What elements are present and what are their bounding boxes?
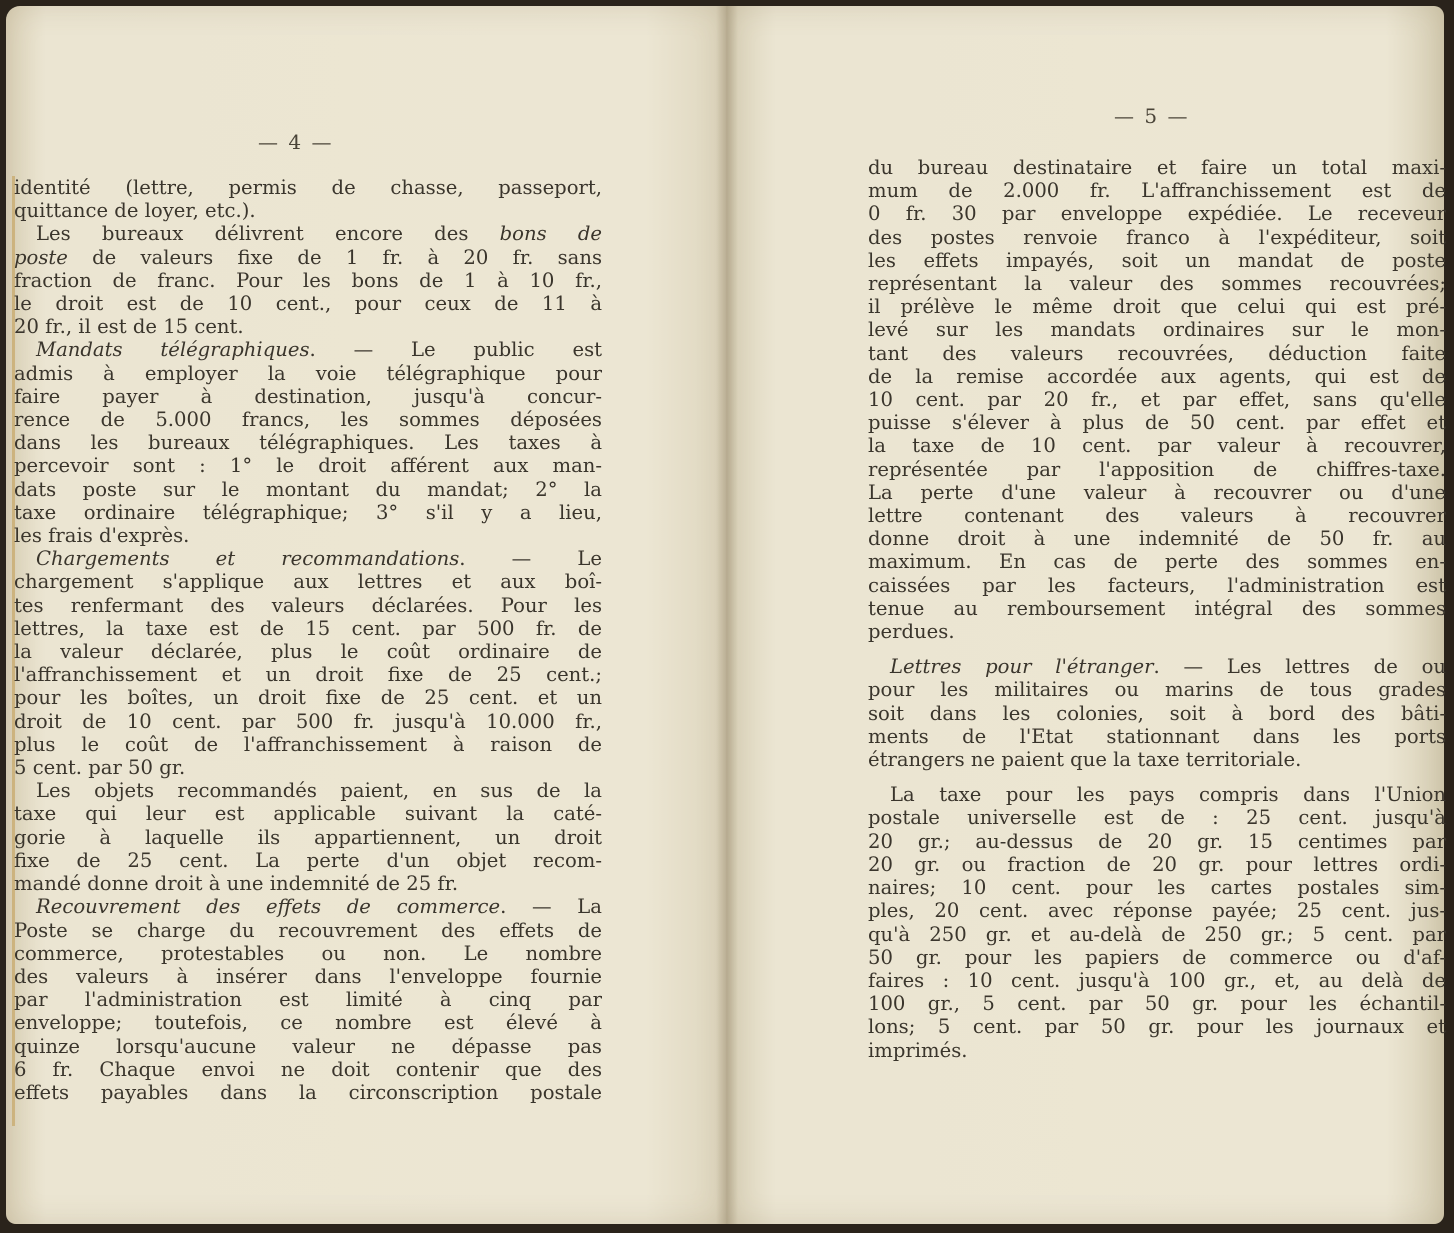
text-line xyxy=(14,802,602,825)
line-text: 50 gr. pour les papiers de commerce ou d'af- xyxy=(868,945,1446,969)
line-text: percevoir sont : 1° le droit afférent aux man- xyxy=(14,454,602,478)
text-line xyxy=(14,1081,602,1104)
book-gutter xyxy=(716,6,738,1224)
text-line xyxy=(868,458,1446,481)
line-text: ments de l'Etat stationnant dans les ports xyxy=(868,724,1446,748)
text-line xyxy=(14,617,602,640)
line-text: il prélève le même droit que celui qui est pré- xyxy=(868,295,1446,319)
text-line xyxy=(14,222,602,245)
line-text: Poste se charge du recouvrement des effets de xyxy=(14,918,602,942)
text-line xyxy=(868,249,1446,272)
line-text: 20 gr.; au-dessus de 20 gr. 15 centimes par xyxy=(868,829,1446,853)
line-text: identité (lettre, permis de chasse, passeport, xyxy=(14,176,602,199)
line-text: ples, 20 cent. avec réponse payée; 25 cent. jus- xyxy=(868,899,1446,923)
line-text: représentant la valeur des sommes recouvrées; xyxy=(868,272,1446,296)
line-text: les effets impayés, soit un mandat de poste xyxy=(868,248,1446,272)
text-line xyxy=(14,547,602,570)
line-text: faire payer à destination, jusqu'à concur- xyxy=(14,384,602,408)
text-line xyxy=(868,678,1446,701)
text-line xyxy=(14,501,602,524)
italic-heading: bons de xyxy=(499,222,602,246)
line-text: le droit est de 10 cent., pour ceux de 11 à xyxy=(14,292,602,316)
line-text: gorie à laquelle ils appartiennent, un droit xyxy=(14,825,602,849)
line-text: Les objets recommandés paient, en sus de la xyxy=(36,779,602,803)
text-line xyxy=(868,830,1446,853)
line-text: des valeurs à insérer dans l'enveloppe fournie xyxy=(14,964,602,988)
line-text: . — Le public est xyxy=(309,338,602,362)
text-line xyxy=(14,779,602,802)
italic-heading: Lettres pour l'étranger xyxy=(890,655,1154,679)
line-text: taxe qui leur est applicable suivant la caté- xyxy=(14,802,602,826)
text-line xyxy=(868,411,1446,434)
line-text: représentée par l'apposition de chiffres-taxe. xyxy=(868,457,1446,481)
text-line xyxy=(14,594,602,617)
text-line xyxy=(868,923,1446,946)
line-text: pour les militaires ou marins de tous grades xyxy=(868,678,1446,702)
text-line xyxy=(14,570,602,593)
left-page-text xyxy=(14,176,602,1104)
text-line xyxy=(14,663,602,686)
text-line xyxy=(14,640,602,663)
line-text: dats poste sur le montant du mandat; 2° la xyxy=(14,477,602,501)
line-text: faires : 10 cent. jusqu'à 100 gr., et, au delà de xyxy=(868,968,1446,992)
text-line xyxy=(14,849,602,872)
line-text: quinze lorsqu'aucune valeur ne dépasse pas xyxy=(14,1034,602,1058)
text-line xyxy=(14,199,602,222)
line-text: La taxe pour les pays compris dans l'Union xyxy=(890,783,1446,807)
text-line xyxy=(14,872,602,895)
line-text: lettre contenant des valeurs à recouvrer xyxy=(868,504,1446,528)
text-line xyxy=(868,226,1446,249)
text-line xyxy=(868,725,1446,748)
left-page xyxy=(6,6,726,1224)
line-text: fraction de franc. Pour les bons de 1 à 10 fr., xyxy=(14,268,602,292)
text-line xyxy=(14,1035,602,1058)
line-text: par l'administration est limité à cinq par xyxy=(14,988,602,1012)
text-line xyxy=(14,176,602,199)
text-line xyxy=(14,710,602,733)
text-line xyxy=(868,1039,1446,1062)
text-line xyxy=(868,992,1446,1015)
text-line xyxy=(14,431,602,454)
text-line xyxy=(868,574,1446,597)
text-line xyxy=(14,454,602,477)
line-text: naires; 10 cent. pour les cartes postales sim- xyxy=(868,876,1446,900)
line-text: La perte d'une valeur à recouvrer ou d'une xyxy=(868,480,1446,504)
text-line xyxy=(868,1015,1446,1038)
text-line xyxy=(868,597,1446,620)
text-line xyxy=(14,965,602,988)
italic-heading: Mandats télégraphiques xyxy=(36,338,310,362)
line-text: 20 gr. ou fraction de 20 gr. pour lettres ordi- xyxy=(868,852,1446,876)
text-line xyxy=(868,504,1446,527)
line-text: commerce, protestables ou non. Le nombre xyxy=(14,941,602,965)
line-text: étrangers ne paient que la taxe territoriale. xyxy=(868,748,1302,772)
italic-heading: Chargements et recommandations xyxy=(36,547,460,571)
line-text: taxe ordinaire télégraphique; 3° s'il y a lieu, xyxy=(14,500,602,524)
line-text: soit dans les colonies, soit à bord des bâti- xyxy=(868,701,1446,725)
line-text: 5 cent. par 50 gr. xyxy=(14,756,186,780)
text-line xyxy=(868,272,1446,295)
line-text: qu'à 250 gr. et au-delà de 250 gr.; 5 cent. par xyxy=(868,922,1446,946)
text-line xyxy=(868,318,1446,341)
right-page-text xyxy=(868,156,1446,1062)
text-line xyxy=(868,806,1446,829)
line-text: . — Le xyxy=(459,547,602,571)
line-text: Les bureaux délivrent encore des xyxy=(36,222,500,246)
text-line xyxy=(868,853,1446,876)
text-line xyxy=(868,365,1446,388)
text-line xyxy=(14,826,602,849)
line-text: la valeur déclarée, plus le coût ordinaire de xyxy=(14,640,602,664)
line-text: droit de 10 cent. par 500 fr. jusqu'à 10.000 fr., xyxy=(14,709,602,733)
text-line xyxy=(868,783,1446,806)
line-text: dans les bureaux télégraphiques. Les taxes à xyxy=(14,431,602,455)
text-line xyxy=(868,655,1446,678)
text-line xyxy=(868,179,1446,202)
line-text: 10 cent. par 20 fr., et par effet, sans qu'elle xyxy=(868,388,1446,412)
text-line xyxy=(14,524,602,547)
text-line xyxy=(868,202,1446,225)
line-text: effets payables dans la circonscription postale xyxy=(14,1080,602,1104)
line-text: mum de 2.000 fr. L'affranchissement est de xyxy=(868,179,1446,203)
line-text: tes renfermant des valeurs déclarées. Pour les xyxy=(14,593,602,617)
line-text: des postes renvoie franco à l'expéditeur, soit xyxy=(868,225,1446,249)
text-line xyxy=(868,748,1446,771)
text-line xyxy=(14,385,602,408)
right-page xyxy=(726,6,1444,1224)
text-line xyxy=(868,550,1446,573)
line-text: chargement s'applique aux lettres et aux boî- xyxy=(14,570,602,594)
line-text: du bureau destinataire et faire un total maxi- xyxy=(868,156,1446,179)
line-text: 20 fr., il est de 15 cent. xyxy=(14,315,244,339)
text-line xyxy=(14,942,602,965)
line-text: de valeurs fixe de 1 fr. à 20 fr. sans xyxy=(67,245,602,269)
text-line xyxy=(14,988,602,1011)
line-text: imprimés. xyxy=(868,1038,968,1062)
text-line xyxy=(868,481,1446,504)
line-text: rence de 5.000 francs, les sommes déposées xyxy=(14,408,602,432)
line-text: pour les boîtes, un droit fixe de 25 cent. et un xyxy=(14,686,602,710)
text-line xyxy=(14,478,602,501)
text-line xyxy=(868,702,1446,725)
text-line xyxy=(868,527,1446,550)
line-text: quittance de loyer, etc.). xyxy=(14,199,256,223)
text-line xyxy=(868,156,1446,179)
italic-heading: poste xyxy=(14,245,68,269)
line-text: puisse s'élever à plus de 50 cent. par effet et xyxy=(868,411,1446,435)
line-text: mandé donne droit à une indemnité de 25 fr. xyxy=(14,872,459,896)
text-line xyxy=(868,899,1446,922)
line-text: tenue au remboursement intégral des sommes xyxy=(868,596,1446,620)
text-line xyxy=(14,919,602,942)
text-line xyxy=(14,362,602,385)
line-text: lons; 5 cent. par 50 gr. pour les journaux et xyxy=(868,1015,1446,1039)
line-text: l'affranchissement et un droit fixe de 25 cent.; xyxy=(14,663,602,687)
text-line xyxy=(868,434,1446,457)
page-number-left: — 4 — xyxy=(258,130,334,154)
line-text: de la remise accordée aux agents, qui est de xyxy=(868,364,1446,388)
line-text: plus le coût de l'affranchissement à raison de xyxy=(14,732,602,756)
text-line xyxy=(14,1011,602,1034)
line-text: 0 fr. 30 par enveloppe expédiée. Le receveur xyxy=(868,202,1446,226)
line-text: les frais d'exprès. xyxy=(14,524,190,548)
text-line xyxy=(868,342,1446,365)
page-number-right: — 5 — xyxy=(1114,104,1190,128)
line-text: admis à employer la voie télégraphique pour xyxy=(14,361,602,385)
line-text: maximum. En cas de perte des sommes en- xyxy=(868,550,1446,574)
line-text: tant des valeurs recouvrées, déduction faite xyxy=(868,341,1446,365)
text-line xyxy=(14,733,602,756)
text-line xyxy=(868,969,1446,992)
text-line xyxy=(14,895,602,918)
text-line xyxy=(868,876,1446,899)
line-text: fixe de 25 cent. La perte d'un objet recom- xyxy=(14,848,602,872)
text-line xyxy=(868,295,1446,318)
text-line xyxy=(14,269,602,292)
line-text: la taxe de 10 cent. par valeur à recouvrer, xyxy=(868,434,1446,458)
line-text: caissées par les facteurs, l'administration est xyxy=(868,573,1446,597)
text-line xyxy=(14,246,602,269)
line-text: . — La xyxy=(500,895,602,919)
text-line xyxy=(14,1058,602,1081)
text-line xyxy=(868,946,1446,969)
line-text: lettres, la taxe est de 15 cent. par 500 fr. de xyxy=(14,616,602,640)
text-line xyxy=(868,388,1446,411)
line-text: postale universelle est de : 25 cent. jusqu'à xyxy=(868,806,1446,830)
text-line xyxy=(14,756,602,779)
text-line xyxy=(14,686,602,709)
line-text: 6 fr. Chaque envoi ne doit contenir que des xyxy=(14,1057,602,1081)
line-text: levé sur les mandats ordinaires sur le mon- xyxy=(868,318,1446,342)
text-line xyxy=(14,315,602,338)
text-line xyxy=(14,338,602,361)
text-line xyxy=(14,408,602,431)
line-text: enveloppe; toutefois, ce nombre est élevé à xyxy=(14,1011,602,1035)
line-text: 100 gr., 5 cent. par 50 gr. pour les échantil- xyxy=(868,992,1446,1016)
line-text: perdues. xyxy=(868,620,955,644)
line-text: donne droit à une indemnité de 50 fr. au xyxy=(868,527,1446,551)
line-text: . — Les lettres de ou xyxy=(1153,655,1446,679)
text-line xyxy=(868,620,1446,643)
italic-heading: Recouvrement des effets de commerce xyxy=(36,895,501,919)
text-line xyxy=(14,292,602,315)
